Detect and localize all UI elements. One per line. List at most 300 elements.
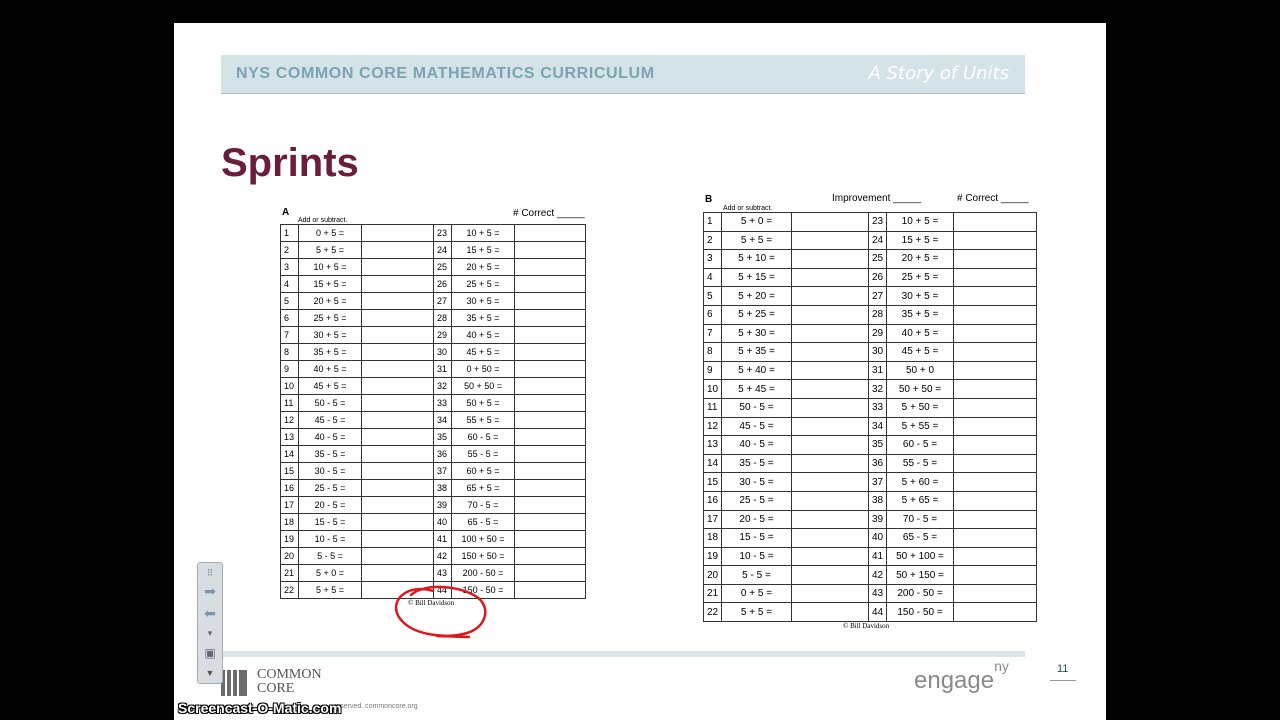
- table-row: [281, 276, 586, 293]
- problem-number: 41: [434, 531, 452, 548]
- table-row: [704, 380, 1037, 399]
- problem-number: 40: [434, 514, 452, 531]
- table-row: [704, 436, 1037, 455]
- table-row: [704, 491, 1037, 510]
- answer-cell[interactable]: [515, 259, 586, 276]
- sprint-b-table: [703, 212, 1037, 622]
- problem-text: 20 + 5 =: [887, 250, 954, 269]
- answer-cell[interactable]: [954, 454, 1037, 473]
- table-row: [704, 324, 1037, 343]
- problem-number: 7: [281, 327, 299, 344]
- problem-text: 150 + 50 =: [452, 548, 515, 565]
- problem-number: 29: [434, 327, 452, 344]
- problem-text: 70 - 5 =: [452, 497, 515, 514]
- answer-cell[interactable]: [954, 547, 1037, 566]
- answer-cell[interactable]: [362, 565, 434, 582]
- answer-cell[interactable]: [792, 566, 869, 585]
- problem-number: 37: [869, 473, 887, 492]
- problem-text: 60 + 5 =: [452, 463, 515, 480]
- answer-cell[interactable]: [954, 510, 1037, 529]
- problem-number: 25: [434, 259, 452, 276]
- table-row: [704, 547, 1037, 566]
- table-row: [281, 327, 586, 344]
- answer-cell[interactable]: [792, 454, 869, 473]
- problem-text: 5 + 40 =: [722, 361, 792, 380]
- problem-number: 9: [704, 361, 722, 380]
- problem-number: 44: [434, 582, 452, 599]
- answer-cell[interactable]: [792, 287, 869, 306]
- answer-cell[interactable]: [954, 584, 1037, 603]
- problem-number: 5: [704, 287, 722, 306]
- recorder-toolbar[interactable]: [197, 562, 223, 684]
- table-row: [281, 344, 586, 361]
- answer-cell[interactable]: [515, 582, 586, 599]
- table-row: [281, 480, 586, 497]
- answer-cell[interactable]: [792, 380, 869, 399]
- problem-number: 3: [704, 250, 722, 269]
- answer-cell[interactable]: [362, 242, 434, 259]
- problem-text: 30 - 5 =: [299, 463, 362, 480]
- dropdown-icon[interactable]: ▾: [207, 628, 213, 638]
- answer-cell[interactable]: [362, 497, 434, 514]
- problem-text: 5 + 20 =: [722, 287, 792, 306]
- problem-text: 5 + 5 =: [722, 231, 792, 250]
- sprint-b-correct: # Correct _____: [957, 193, 1029, 204]
- answer-cell[interactable]: [362, 259, 434, 276]
- problem-number: 24: [434, 242, 452, 259]
- problem-number: 33: [869, 398, 887, 417]
- table-row: [704, 268, 1037, 287]
- sprint-a-copyright: © Bill Davidson: [408, 599, 455, 607]
- answer-cell[interactable]: [792, 491, 869, 510]
- problem-number: 40: [869, 529, 887, 548]
- answer-cell[interactable]: [954, 231, 1037, 250]
- problem-number: 32: [869, 380, 887, 399]
- problem-text: 50 - 5 =: [299, 395, 362, 412]
- problem-text: 50 + 5 =: [452, 395, 515, 412]
- answer-cell[interactable]: [515, 242, 586, 259]
- problem-number: 8: [281, 344, 299, 361]
- problem-number: 22: [704, 603, 722, 622]
- table-row: [281, 531, 586, 548]
- page-number-rule: [1050, 680, 1076, 681]
- problem-text: 35 + 5 =: [299, 344, 362, 361]
- problem-number: 33: [434, 395, 452, 412]
- table-row: [704, 417, 1037, 436]
- problem-number: 14: [704, 454, 722, 473]
- logo-line-2: CORE: [257, 681, 295, 696]
- slide-title: Sprints: [221, 141, 359, 185]
- answer-cell[interactable]: [954, 473, 1037, 492]
- problem-text: 40 + 5 =: [299, 361, 362, 378]
- answer-cell[interactable]: [362, 293, 434, 310]
- table-row: [281, 361, 586, 378]
- problem-number: 4: [281, 276, 299, 293]
- table-row: [704, 454, 1037, 473]
- problem-number: 34: [434, 412, 452, 429]
- problem-number: 39: [869, 510, 887, 529]
- problem-number: 2: [704, 231, 722, 250]
- answer-cell[interactable]: [362, 276, 434, 293]
- table-row: [704, 361, 1037, 380]
- problem-number: 12: [704, 417, 722, 436]
- answer-cell[interactable]: [792, 343, 869, 362]
- problem-number: 14: [281, 446, 299, 463]
- table-row: [281, 548, 586, 565]
- problem-text: 40 - 5 =: [299, 429, 362, 446]
- problem-number: 18: [281, 514, 299, 531]
- arrow-left-icon[interactable]: ⬅: [204, 605, 216, 621]
- problem-number: 34: [869, 417, 887, 436]
- answer-cell[interactable]: [362, 548, 434, 565]
- problem-number: 11: [281, 395, 299, 412]
- problem-text: 65 - 5 =: [887, 529, 954, 548]
- answer-cell[interactable]: [792, 398, 869, 417]
- answer-cell[interactable]: [515, 429, 586, 446]
- table-row: [704, 250, 1037, 269]
- problem-text: 45 - 5 =: [299, 412, 362, 429]
- problem-number: 6: [704, 305, 722, 324]
- rights-text: reserved. commoncore.org: [334, 703, 418, 710]
- problem-number: 42: [434, 548, 452, 565]
- answer-cell[interactable]: [954, 566, 1037, 585]
- sprint-a-correct: # Correct _____: [513, 208, 585, 219]
- logo-line-1: COMMON: [257, 667, 322, 682]
- problem-text: 60 - 5 =: [887, 436, 954, 455]
- problem-number: 5: [281, 293, 299, 310]
- table-row: [281, 446, 586, 463]
- table-row: [281, 242, 586, 259]
- table-row: [704, 343, 1037, 362]
- table-row: [704, 510, 1037, 529]
- problem-text: 15 + 5 =: [887, 231, 954, 250]
- sprint-b-improvement: Improvement _____: [832, 193, 921, 204]
- problem-text: 10 - 5 =: [722, 547, 792, 566]
- problem-text: 35 - 5 =: [722, 454, 792, 473]
- problem-text: 25 - 5 =: [299, 480, 362, 497]
- problem-text: 30 + 5 =: [887, 287, 954, 306]
- answer-cell[interactable]: [515, 327, 586, 344]
- problem-number: 30: [869, 343, 887, 362]
- problem-text: 40 + 5 =: [452, 327, 515, 344]
- answer-cell[interactable]: [954, 529, 1037, 548]
- answer-cell[interactable]: [792, 547, 869, 566]
- sprint-b-instruction: Add or subtract.: [723, 205, 773, 212]
- problem-text: 10 - 5 =: [299, 531, 362, 548]
- problem-text: 50 + 50 =: [452, 378, 515, 395]
- answer-cell[interactable]: [792, 250, 869, 269]
- problem-number: 38: [869, 491, 887, 510]
- problem-number: 36: [434, 446, 452, 463]
- problem-text: 35 + 5 =: [887, 305, 954, 324]
- answer-cell[interactable]: [362, 463, 434, 480]
- problem-number: 27: [434, 293, 452, 310]
- problem-number: 28: [869, 305, 887, 324]
- table-row: [281, 412, 586, 429]
- answer-cell[interactable]: [515, 361, 586, 378]
- problem-number: 21: [704, 584, 722, 603]
- table-row: [281, 310, 586, 327]
- problem-text: 150 - 50 =: [887, 603, 954, 622]
- problem-text: 5 + 25 =: [722, 305, 792, 324]
- answer-cell[interactable]: [954, 398, 1037, 417]
- problem-text: 65 + 5 =: [452, 480, 515, 497]
- answer-cell[interactable]: [954, 287, 1037, 306]
- problem-number: 25: [869, 250, 887, 269]
- problem-text: 25 - 5 =: [722, 491, 792, 510]
- problem-text: 5 + 50 =: [887, 398, 954, 417]
- problem-number: 27: [869, 287, 887, 306]
- answer-cell[interactable]: [792, 268, 869, 287]
- problem-text: 30 - 5 =: [722, 473, 792, 492]
- problem-text: 45 + 5 =: [887, 343, 954, 362]
- problem-number: 8: [704, 343, 722, 362]
- screen-capture-icon[interactable]: ▣: [204, 646, 216, 660]
- answer-cell[interactable]: [362, 361, 434, 378]
- collapse-icon[interactable]: ▼: [205, 668, 215, 678]
- table-row: [704, 287, 1037, 306]
- problem-number: 22: [281, 582, 299, 599]
- answer-cell[interactable]: [515, 480, 586, 497]
- problem-text: 200 - 50 =: [887, 584, 954, 603]
- annotation-circle: [389, 583, 491, 643]
- answer-cell[interactable]: [954, 343, 1037, 362]
- problem-text: 200 - 50 =: [452, 565, 515, 582]
- answer-cell[interactable]: [792, 324, 869, 343]
- answer-cell[interactable]: [792, 473, 869, 492]
- problem-number: 1: [281, 225, 299, 242]
- common-core-bars-icon: [221, 670, 251, 696]
- problem-text: 5 - 5 =: [722, 566, 792, 585]
- answer-cell[interactable]: [515, 412, 586, 429]
- table-row: [281, 395, 586, 412]
- table-row: [281, 293, 586, 310]
- problem-text: 5 + 45 =: [722, 380, 792, 399]
- problem-number: 15: [704, 473, 722, 492]
- problem-text: 20 - 5 =: [722, 510, 792, 529]
- answer-cell[interactable]: [954, 361, 1037, 380]
- answer-cell[interactable]: [362, 310, 434, 327]
- problem-number: 43: [434, 565, 452, 582]
- answer-cell[interactable]: [515, 225, 586, 242]
- problem-number: 16: [704, 491, 722, 510]
- problem-text: 5 + 35 =: [722, 343, 792, 362]
- answer-cell[interactable]: [515, 514, 586, 531]
- problem-number: 28: [434, 310, 452, 327]
- problem-text: 5 + 10 =: [722, 250, 792, 269]
- sprint-a-instruction: Add or subtract.: [298, 217, 348, 224]
- answer-cell[interactable]: [515, 310, 586, 327]
- table-row: [704, 584, 1037, 603]
- table-row: [281, 429, 586, 446]
- problem-number: 23: [869, 213, 887, 232]
- answer-cell[interactable]: [362, 480, 434, 497]
- answer-cell[interactable]: [362, 327, 434, 344]
- answer-cell[interactable]: [792, 213, 869, 232]
- problem-text: 50 + 100 =: [887, 547, 954, 566]
- answer-cell[interactable]: [515, 276, 586, 293]
- problem-number: 16: [281, 480, 299, 497]
- answer-cell[interactable]: [792, 361, 869, 380]
- problem-text: 5 + 5 =: [299, 242, 362, 259]
- problem-text: 35 + 5 =: [452, 310, 515, 327]
- answer-cell[interactable]: [515, 378, 586, 395]
- problem-number: 24: [869, 231, 887, 250]
- problem-text: 40 - 5 =: [722, 436, 792, 455]
- table-row: [281, 259, 586, 276]
- answer-cell[interactable]: [792, 417, 869, 436]
- table-row: [704, 473, 1037, 492]
- answer-cell[interactable]: [362, 344, 434, 361]
- table-row: [704, 603, 1037, 622]
- problem-number: 13: [281, 429, 299, 446]
- problem-text: 5 + 65 =: [887, 491, 954, 510]
- problem-text: 10 + 5 =: [299, 259, 362, 276]
- problem-number: 35: [869, 436, 887, 455]
- answer-cell[interactable]: [954, 213, 1037, 232]
- problem-text: 0 + 5 =: [299, 225, 362, 242]
- answer-cell[interactable]: [954, 324, 1037, 343]
- answer-cell[interactable]: [954, 268, 1037, 287]
- problem-number: 36: [869, 454, 887, 473]
- problem-text: 15 - 5 =: [299, 514, 362, 531]
- answer-cell[interactable]: [515, 293, 586, 310]
- problem-number: 41: [869, 547, 887, 566]
- table-row: [281, 565, 586, 582]
- curriculum-title: NYS COMMON CORE MATHEMATICS CURRICULUM: [236, 65, 655, 82]
- table-row: [281, 497, 586, 514]
- answer-cell[interactable]: [792, 510, 869, 529]
- problem-text: 5 + 5 =: [722, 603, 792, 622]
- problem-number: 17: [704, 510, 722, 529]
- answer-cell[interactable]: [362, 412, 434, 429]
- table-row: [704, 566, 1037, 585]
- answer-cell[interactable]: [362, 514, 434, 531]
- answer-cell[interactable]: [362, 446, 434, 463]
- problem-text: 15 - 5 =: [722, 529, 792, 548]
- problem-text: 40 + 5 =: [887, 324, 954, 343]
- problem-number: 20: [704, 566, 722, 585]
- problem-text: 20 - 5 =: [299, 497, 362, 514]
- grip-icon[interactable]: ⠿: [206, 568, 214, 578]
- answer-cell[interactable]: [792, 584, 869, 603]
- problem-text: 50 + 150 =: [887, 566, 954, 585]
- watermark: Screencast-O-Matic.com: [178, 700, 342, 716]
- problem-text: 15 + 5 =: [452, 242, 515, 259]
- answer-cell[interactable]: [954, 491, 1037, 510]
- answer-cell[interactable]: [792, 603, 869, 622]
- answer-cell[interactable]: [515, 344, 586, 361]
- problem-number: 29: [869, 324, 887, 343]
- table-row: [281, 514, 586, 531]
- answer-cell[interactable]: [954, 436, 1037, 455]
- problem-text: 20 + 5 =: [299, 293, 362, 310]
- answer-cell[interactable]: [954, 603, 1037, 622]
- problem-number: 39: [434, 497, 452, 514]
- story-of-units: A Story of Units: [868, 63, 1009, 84]
- problem-number: 19: [704, 547, 722, 566]
- answer-cell[interactable]: [362, 429, 434, 446]
- problem-text: 65 - 5 =: [452, 514, 515, 531]
- sprint-a-label: A: [282, 207, 290, 218]
- problem-text: 5 + 5 =: [299, 582, 362, 599]
- problem-text: 45 - 5 =: [722, 417, 792, 436]
- answer-cell[interactable]: [362, 531, 434, 548]
- problem-number: 30: [434, 344, 452, 361]
- answer-cell[interactable]: [515, 565, 586, 582]
- page-number: 11: [1057, 663, 1069, 675]
- answer-cell[interactable]: [362, 378, 434, 395]
- problem-number: 32: [434, 378, 452, 395]
- problem-number: 1: [704, 213, 722, 232]
- problem-text: 35 - 5 =: [299, 446, 362, 463]
- problem-text: 50 - 5 =: [722, 398, 792, 417]
- answer-cell[interactable]: [515, 446, 586, 463]
- problem-text: 55 + 5 =: [452, 412, 515, 429]
- problem-number: 7: [704, 324, 722, 343]
- table-row: [704, 398, 1037, 417]
- problem-text: 10 + 5 =: [887, 213, 954, 232]
- sprint-a-table: [280, 224, 586, 599]
- problem-number: 26: [869, 268, 887, 287]
- problem-number: 44: [869, 603, 887, 622]
- answer-cell[interactable]: [515, 395, 586, 412]
- problem-number: 12: [281, 412, 299, 429]
- problem-number: 2: [281, 242, 299, 259]
- problem-text: 45 + 5 =: [452, 344, 515, 361]
- problem-text: 5 + 0 =: [299, 565, 362, 582]
- answer-cell[interactable]: [515, 548, 586, 565]
- problem-text: 0 + 50 =: [452, 361, 515, 378]
- problem-number: 37: [434, 463, 452, 480]
- problem-number: 13: [704, 436, 722, 455]
- answer-cell[interactable]: [954, 417, 1037, 436]
- arrow-right-icon[interactable]: ➡: [204, 583, 216, 599]
- problem-number: 20: [281, 548, 299, 565]
- problem-text: 50 + 50 =: [887, 380, 954, 399]
- problem-text: 50 + 0: [887, 361, 954, 380]
- answer-cell[interactable]: [954, 380, 1037, 399]
- answer-cell[interactable]: [792, 231, 869, 250]
- engage-text: engage: [914, 667, 995, 694]
- curriculum-header: [221, 55, 1025, 94]
- answer-cell[interactable]: [362, 395, 434, 412]
- answer-cell[interactable]: [792, 436, 869, 455]
- table-row: [704, 231, 1037, 250]
- sprint-b-copyright: © Bill Davidson: [843, 622, 890, 630]
- problem-text: 150 - 50 =: [452, 582, 515, 599]
- footer-divider: [221, 651, 1025, 657]
- answer-cell[interactable]: [792, 529, 869, 548]
- answer-cell[interactable]: [515, 531, 586, 548]
- answer-cell[interactable]: [515, 463, 586, 480]
- answer-cell[interactable]: [954, 250, 1037, 269]
- answer-cell[interactable]: [954, 305, 1037, 324]
- answer-cell[interactable]: [515, 497, 586, 514]
- problem-text: 20 + 5 =: [452, 259, 515, 276]
- problem-text: 5 + 55 =: [887, 417, 954, 436]
- problem-number: 31: [434, 361, 452, 378]
- problem-text: 60 - 5 =: [452, 429, 515, 446]
- problem-text: 25 + 5 =: [887, 268, 954, 287]
- problem-text: 0 + 5 =: [722, 584, 792, 603]
- answer-cell[interactable]: [362, 225, 434, 242]
- problem-text: 5 + 15 =: [722, 268, 792, 287]
- table-row: [281, 378, 586, 395]
- problem-text: 30 + 5 =: [452, 293, 515, 310]
- slide: [174, 23, 1106, 720]
- answer-cell[interactable]: [792, 305, 869, 324]
